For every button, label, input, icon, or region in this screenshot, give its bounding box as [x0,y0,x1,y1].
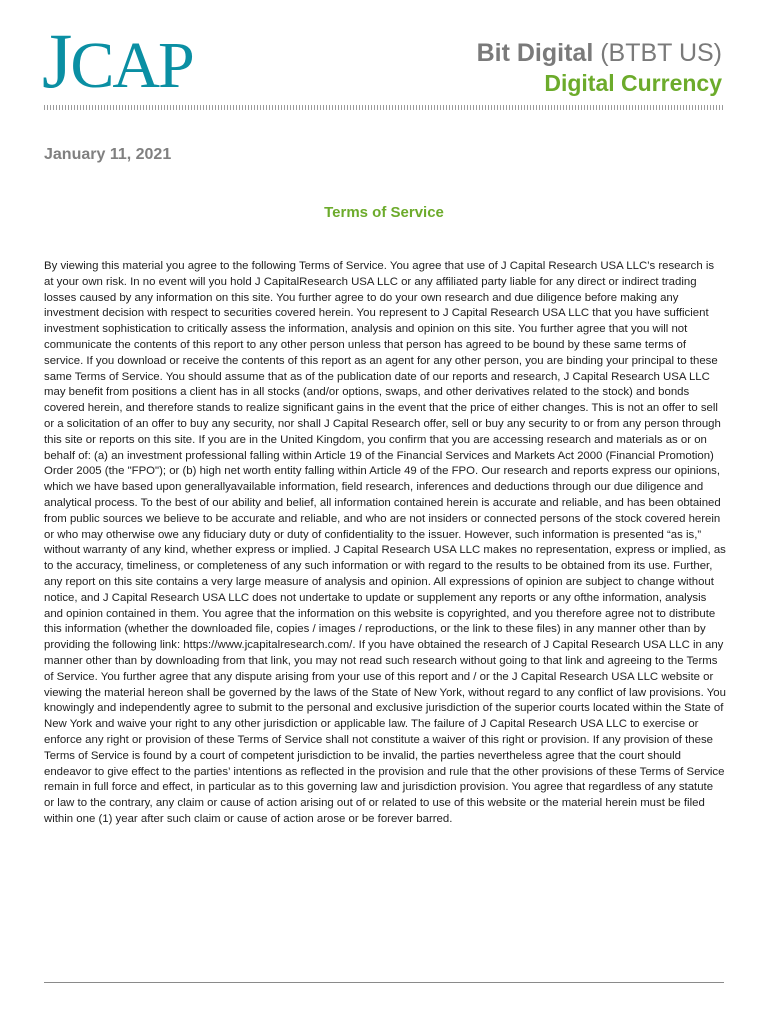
footer-divider [44,982,724,983]
terms-of-service-text: By viewing this material you agree to the following Terms of Service. You agree that use of J Capital Research USA LLC’s research is at your own risk. In no event will you hold J CapitalResearch USA LLC or any affiliated party liable for any direct or indirect trading losses caused by any information on this site. You further agree to do your own research and due diligence before making any investment decision with respect to securities covered herein. You represent to J Capital Research USA LLC that you have sufficient investment sophistication to critically assess the information, analysis and opinion on this site. You further agree that you will not communicate the contents of this report to any other person unless that person has agreed to be bound by these same terms of service. If you download or receive the contents of this report as an agent for any other person, you are binding your principal to these same Terms of Service. You should assume that as of the publication date of our reports and research, J Capital Research USA LLC may benefit from positions a client has in all stocks (and/or options, swaps, and other derivatives related to the stock) and bonds covered herein, and therefore stands to realize significant gains in the event that the price of either changes. This is not an offer to sell or a solicitation of an offer to buy any security, nor shall J Capital Research offer, sell or buy any security to or from any person through this site or reports on this site. If you are in the United Kingdom, you confirm that you are accessing research and materials as or on behalf of: (a) an investment professional falling within Article 19 of the Financial Services and Markets Act 2000 (Financial Promotion) Order 2005 (the "FPO"); or (b) high net worth entity falling within Article 49 of the FPO. Our research and reports express our opinions, which we have based upon generallyavailable information, field research, inferences and deductions through our due diligence and analytical process. To the best of our ability and belief, all information contained herein is accurate and reliable, and has been obtained from public sources we believe to be accurate and reliable, and who are not insiders or connected persons of the stock covered herein or who may otherwise owe any fiduciary duty or duty of confidentiality to the issuer. However, such information is presented “as is,” without warranty of any kind, whether express or implied. J Capital Research USA LLC makes no representation, express or implied, as to the accuracy, timeliness, or completeness of any such information or with regard to the results to be obtained from its use. Further, any report on this site contains a very large measure of analysis and opinion. All expressions of opinion are subject to change without notice, and J Capital Research USA LLC does not undertake to update or supplement any reports or any ofthe information, analysis and opinion contained in them. You agree that the information on this website is copyrighted, and you therefore agree not to distribute this information (whether the downloaded file, copies / images / reproductions, or the link to these files) in any manner other than by providing the following link: https://www.jcapitalresearch.com/. If you have obtained the research of J Capital Research USA LLC in any manner other than by downloading from that link, you may not read such research without going to that link and agreeing to the Terms of Service. You further agree that any dispute arising from your use of this report and / or the J Capital Research USA LLC website or viewing the material hereon shall be governed by the laws of the State of New York, without regard to any conflict of law provisions. You knowingly and independently agree to submit to the personal and exclusive jurisdiction of the superior courts located within the State of New York and waive your right to any other jurisdiction or applicable law. The failure of J Capital Research USA LLC to exercise or enforce any right or provision of these Terms of Service shall not constitute a waiver of this right or provision. If any provision of these Terms of Service is found by a court of competent jurisdiction to be invalid, the parties nevertheless agree that the court should endeavor to give effect to the parties’ intentions as reflected in the provision and rule that the other provisions of these Terms of Service remain in full force and effect, in particular as to this governing law and jurisdiction provision. You agree that regardless of any statute or law to the contrary, any claim or cause of action arising out of or related to use of this website or the material herein must be filed within one (1) year after such claim or cause of action arose or be forever barred. [44,260,726,825]
header-divider [44,105,724,110]
jcap-logo: JCAP [42,17,193,104]
company-name: Bit Digital [476,39,594,67]
company-ticker: (BTBT US) [600,39,722,67]
report-title-block [477,38,722,98]
report-date: January 11, 2021 [44,146,172,163]
section-title: Terms of Service [324,204,444,221]
company-line [477,38,722,68]
sector-label: Digital Currency [544,70,722,96]
